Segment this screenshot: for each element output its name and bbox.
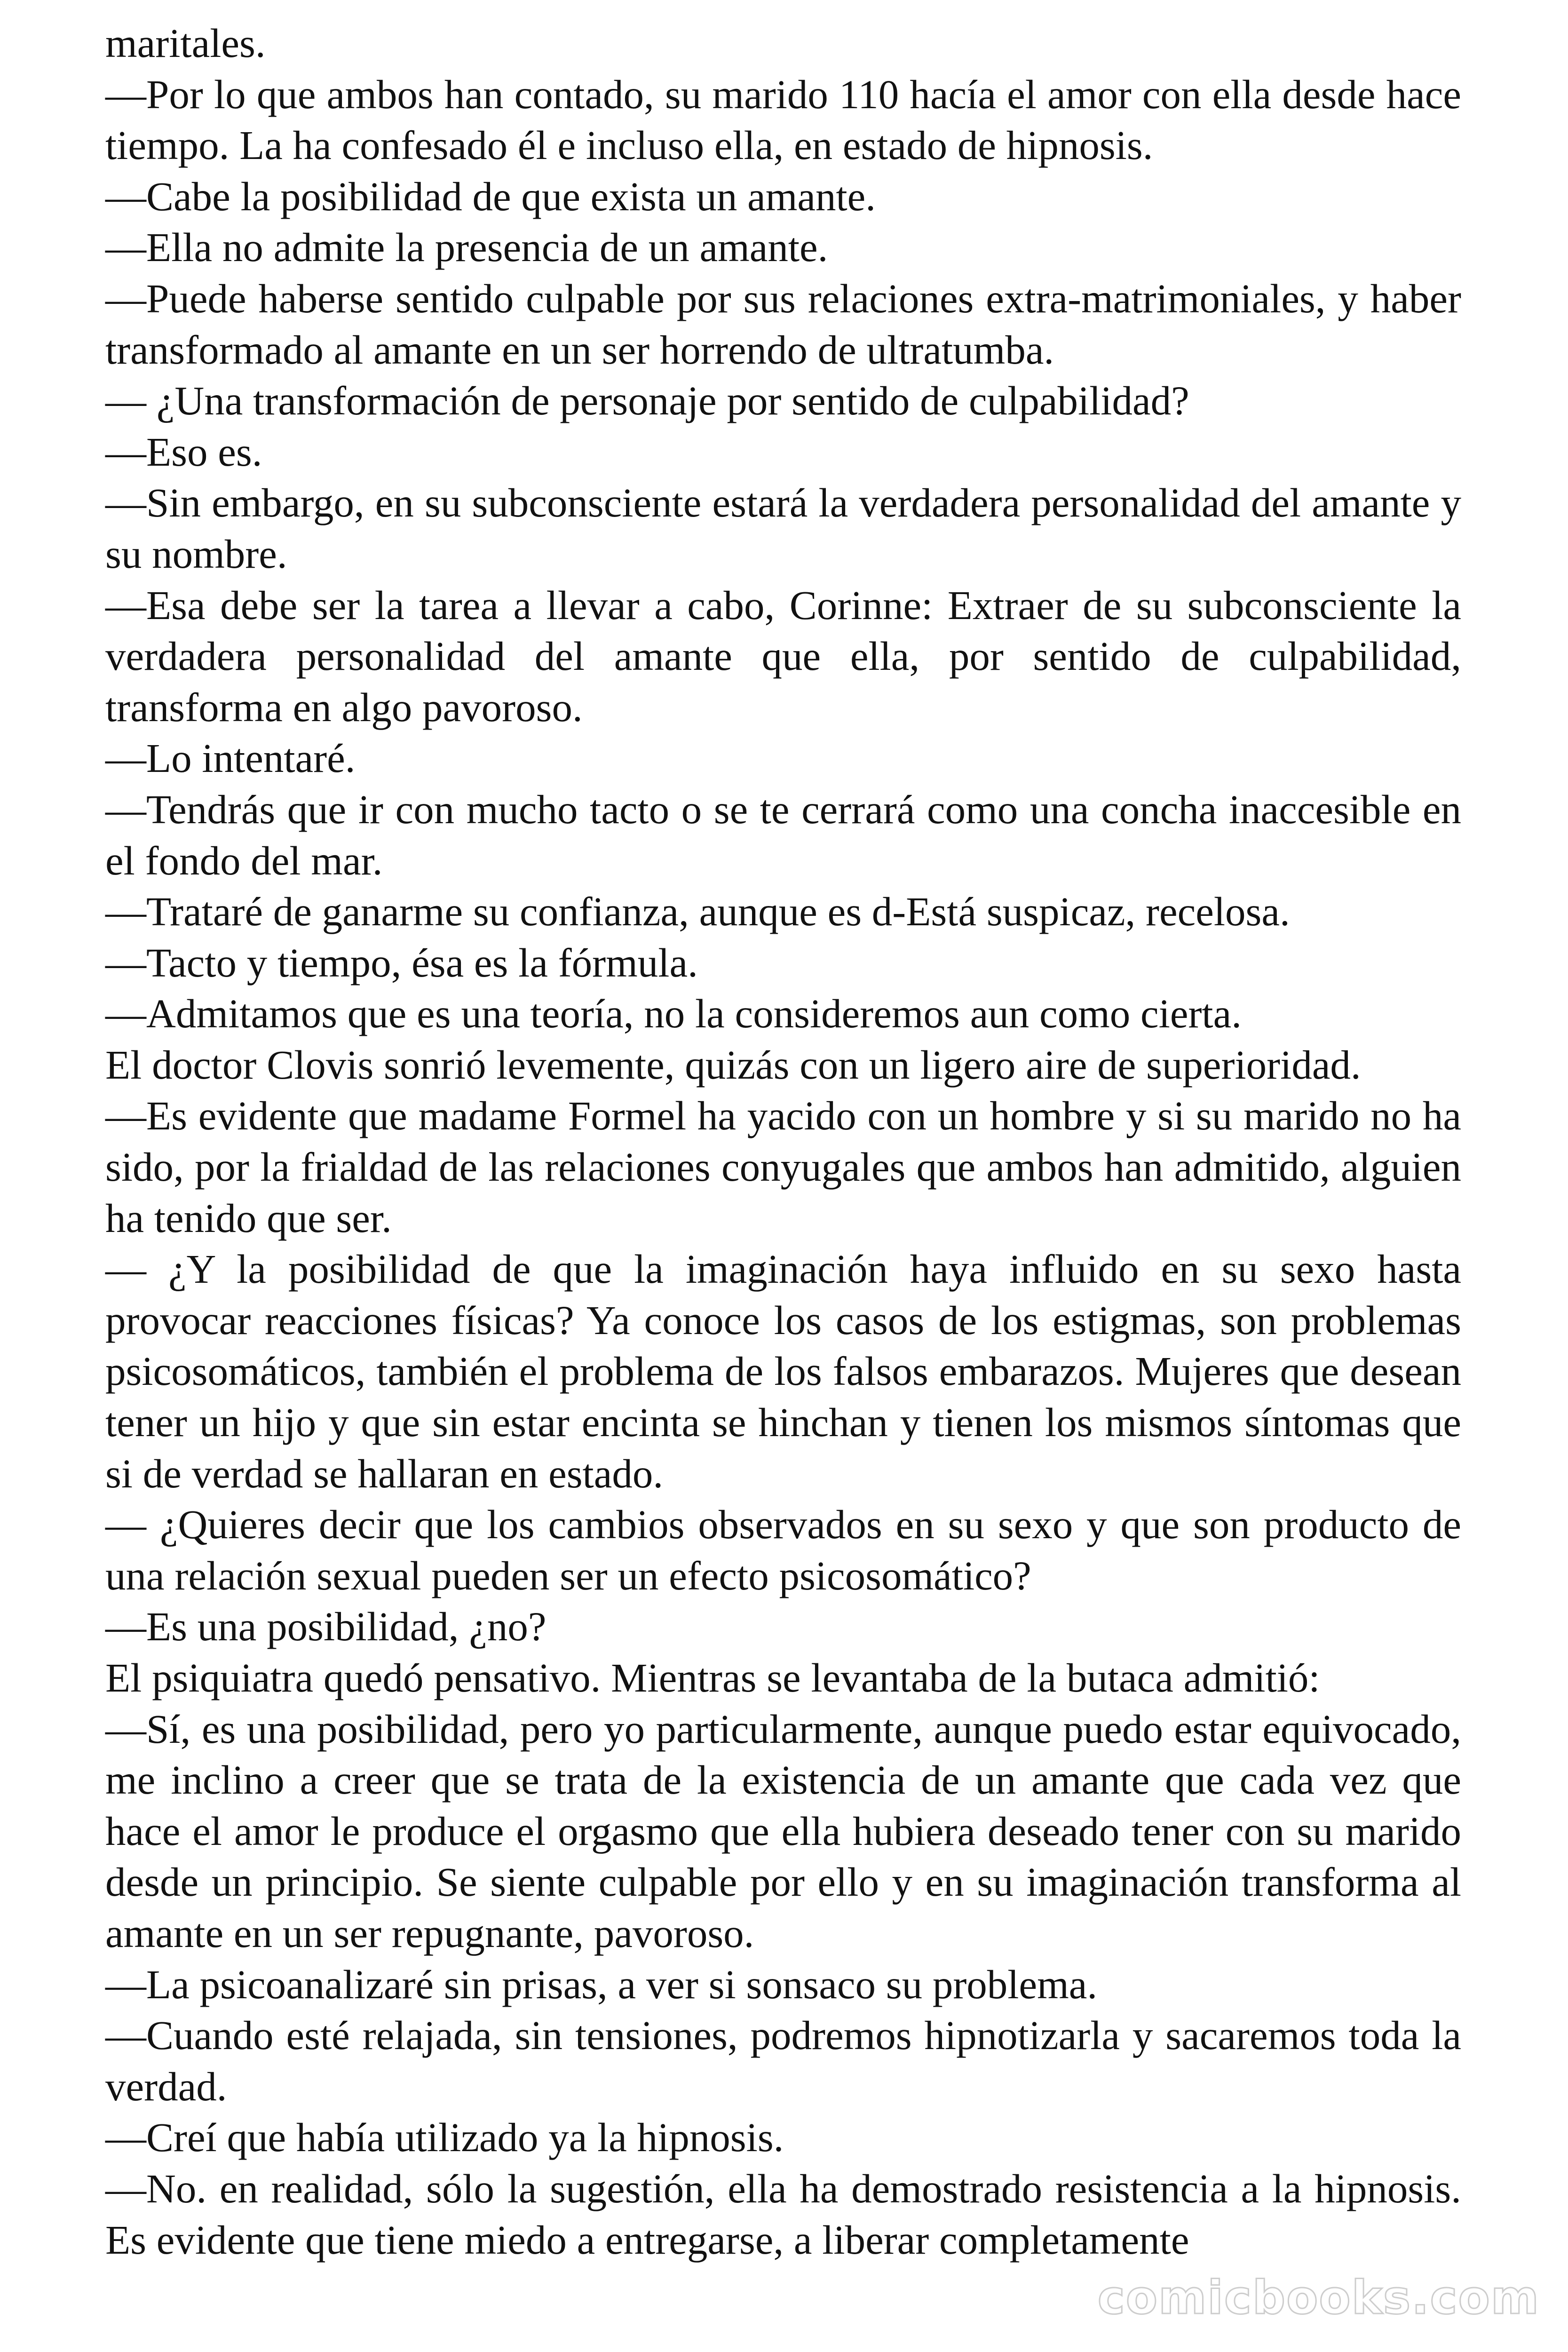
paragraph: El psiquiatra quedó pensativo. Mientras se levantaba de la butaca admitió:: [105, 1655, 1320, 1700]
paragraph: —Tacto y tiempo, ésa es la fórmula.: [105, 939, 698, 985]
paragraph: —Sí, es una posibilidad, pero yo particularmente, aunque puedo estar equivocado, me inclino a creer que se trata de la existencia de un amante que cada vez que hace el amor le produce el orgasmo que ella hubiera deseado tener con su marido desde un principio. Se siente culpable por ello y en su imaginación transforma al amante en un ser repugnante, pavoroso.: [105, 1706, 1461, 1956]
paragraph: —Cabe la posibilidad de que exista un amante.: [105, 173, 876, 219]
paragraph: maritales.: [105, 20, 266, 66]
paragraph: —La psicoanalizaré sin prisas, a ver si sonsaco su problema.: [105, 1961, 1098, 2007]
document-page: [105, 18, 1461, 2265]
paragraph: —Admitamos que es una teoría, no la consideremos aun como cierta.: [105, 991, 1242, 1037]
paragraph: —No. en realidad, sólo la sugestión, ella ha demostrado resistencia a la hipnosis. Es evidente que tiene miedo a entregarse, a liberar completamente: [105, 2165, 1461, 2263]
paragraph: —Es evidente que madame Formel ha yacido con un hombre y si su marido no ha sido, por la frialdad de las relaciones conyugales que ambos han admitido, alguien ha tenido que ser.: [105, 1093, 1461, 1241]
paragraph: —Lo intentaré.: [105, 735, 356, 781]
paragraph: —Cuando esté relajada, sin tensiones, podremos hipnotizarla y sacaremos toda la verdad.: [105, 2012, 1461, 2109]
paragraph: — ¿Quieres decir que los cambios observados en su sexo y que son producto de una relación sexual pueden ser un efecto psicosomático?: [105, 1502, 1461, 1598]
paragraph: —Trataré de ganarme su confianza, aunque es d-Está suspicaz, recelosa.: [105, 889, 1290, 935]
paragraph: —Creí que había utilizado ya la hipnosis.: [105, 2114, 784, 2161]
paragraph: —Sin embargo, en su subconsciente estará la verdadera personalidad del amante y su nombre.: [105, 480, 1461, 577]
paragraph: — ¿Una transformación de personaje por sentido de culpabilidad?: [105, 378, 1189, 424]
paragraph: —Tendrás que ir con mucho tacto o se te cerrará como una concha inaccesible en el fondo del mar.: [105, 786, 1461, 883]
paragraph: —Es una posibilidad, ¿no?: [105, 1604, 546, 1650]
paragraph: El doctor Clovis sonrió levemente, quizás con un ligero aire de superioridad.: [105, 1041, 1361, 1088]
paragraph: —Puede haberse sentido culpable por sus relaciones extra-matrimoniales, y haber transformado al amante en un ser horrendo de ultratumba.: [105, 275, 1461, 373]
paragraph: —Esa debe ser la tarea a llevar a cabo, Corinne: Extraer de su subconsciente la verdadera personalidad del amante que ella, por sentido de culpabilidad, transforma en algo pavoroso.: [105, 582, 1461, 730]
paragraph: —Por lo que ambos han contado, su marido 110 hacía el amor con ella desde hace tiempo. La ha confesado él e incluso ella, en estado de hipnosis.: [105, 71, 1461, 168]
paragraph: — ¿Y la posibilidad de que la imaginación haya influido en su sexo hasta provocar reacciones físicas? Ya conoce los casos de los estigmas, son problemas psicosomáticos, también el problema de los falsos embarazos. Mujeres que desean tener un hijo y que sin estar encinta se hinchan y tienen los mismos síntomas que si de verdad se hallaran en estado.: [105, 1246, 1461, 1496]
paragraph: —Ella no admite la presencia de un amante.: [105, 224, 828, 270]
paragraph: —Eso es.: [105, 429, 262, 475]
watermark: comicbooks.com: [1097, 2271, 1540, 2325]
